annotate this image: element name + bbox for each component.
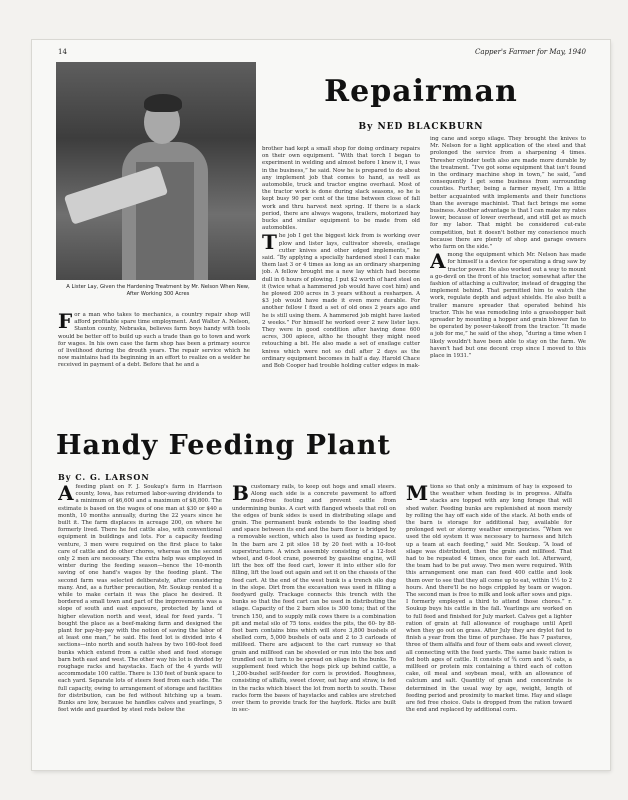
- article-column: [58, 312, 250, 418]
- drop-cap: A: [430, 249, 446, 274]
- article-title: Handy Feeding Plant: [56, 430, 391, 461]
- magazine-page: [32, 40, 610, 770]
- drop-cap: F: [58, 312, 73, 333]
- drop-cap: M: [406, 484, 429, 505]
- drop-cap: B: [232, 484, 249, 505]
- paragraph: or a man who takes to mechanics, a country repair shop will afford profitable spare time employment. And Walter A. Nelson, Stanton county, Nebraska, believes farm boys handy with tools would be better off to build up such a trade than go to town and work for wages. In his own case the farm shop has been a primary source of livelihood during the drouth years. The repair service which he now maintains had its beginning in an effort to realize on a welder he received in payment of a debt. Before that he and a: [58, 312, 250, 369]
- paragraph: ing cane and sorgo silage. They brought the knives to Mr. Nelson for a light application of the steel and that prolonged the service from a sharpening 4 times. Thresher cylinder teeth also are made more durable by the treatment. “I've got some equipment that isn't found in the ordinary machine shop in town,” he said, “and consequently I get some business from surrounding counties. Further, being a farmer myself, I'm a little better acquainted with implements and their functions than the average machinist. That fact brings me some business. Another advantage is that I can make my rates lower, because of lower overhead, and still get as much for my labor. That might be considered cut-rate competition, but it doesn't bother my conscience much because there are plenty of shop and garage owners who farm on the side.”: [430, 136, 586, 251]
- paragraph: brother had kept a small shop for doing ordinary repairs on their own equipment. “With that torch I began to experiment in welding and almost before I knew it, I was in the business,” he said. Now he is prepared to do about any implement job that comes to hand, as well as automobile, truck and tractor engine overhaul. Most of the tractor work is done during slack seasons, so he is kept busy 90 per cent of the time between close of fall work and thru harvest next spring. If there is a slack period, there are always wagons, trailers, motorized hay bucks and similar equipment to be made from old automobiles.: [262, 146, 420, 232]
- article-byline: By C. G. LARSON: [58, 472, 150, 482]
- article-column: [232, 484, 396, 760]
- paragraph: feeding plant on F. J. Soukup's farm in Harrison county, Iowa, has returned labor-saving dividends to a minimum of $6,600 and a maximum of $8,800. The estimate is based on the wages of one man at $30 or $40 a month, 10 months annually, during the 22 years since he built it. The farm displaces in acreage 200, on where he formerly lived. There he fed cattle also, with conventional equipment in buildings and lots. For a capacity feeding venture, 3 men were required on the first place to take care of cattle and do other chores, whereas on the second only 2 men are necessary. The extra help was employed in winter during the feeding season—hence the 10-month saving of one hand's wages by the feeding plant. The second farm was selected deliberately, after considering many. And, as a further precaution, Mr. Soukup rented it a while to make certain it was the place he desired. It bordered a small town and part of the improvements was a slope of south and east exposure, protected by land of higher elevation north and west, ideal for feed yards. “I bought the place as a beef-making farm and designed the plant for pay-by-pay with the notion of saving the labor of at least one man,” he said. His feed lot is divided into 4 sections—into north and south halves by two 160-foot feed bunks which extend from a cattle shed and feed storage barn both east and west. The other way his lot is divided by roughage racks and haystacks. Each of the 4 yards will accommodate 100 cattle. There is 130 feet of bunk space to each yard. Separate lots of steers feed from each side. The full capacity, owing to arrangement of storage and facilities for distribution, can be fed without hitching up a team. Bunks are low, because he handles calves and yearlings, 5 feet wide and guarded by steel rods below the: [58, 484, 222, 714]
- article-column: [406, 484, 572, 760]
- running-header: Capper's Farmer for May, 1940: [475, 48, 586, 56]
- article-column: [430, 136, 586, 426]
- paragraph: customary rails, to keep out hogs and small steers. Along each side is a concrete pavement to afford mud-free footing and prevent cattle from undermining bunks. A cart with flanged wheels that roll on the edges of bunk sides is used in distributing silage and grain. The permanent bunk extends to the loading shed and space between its end and the barn floor is bridged by a removable section, which also is used as feeding space. In the barn are 2 pit silos 18 by 20 feet with a 10-foot superstructure. A winch assembly consisting of a 12-foot wheel, and 6-foot crane, powered by gasoline engine, will lift the box off the feed cart, lower it into either silo for filling, lift the load out again and set it on the chassis of the feed cart. At the end of the west bunk is a trench silo dug in the slope. Dirt from the excavation was used in filling a feedyard gully. Trackage connects this trench with the bunks so that the feed cart can be used in distributing the silage. Capacity of the 2 barn silos is 300 tons; that of the trench 150, and to supply milk cows there is a combination pit and metal silo of 75 tons. esides the pits, the 60- by 88-foot barn contains bins which will store 3,800 bushels of shelled corn, 5,000 bushels of oats and 2 to 3 carloads of millfeed. There are adjacent to the cart runway so that grain and millfeed can be shoveled or run into the box and trundled out in turn to be spread on silage in the bunks. To supplement feed which the hogs pick up behind cattle, a 1,200-bushel self-feeder for corn is provided. Roughness, consisting of alfalfa, sweet clover, oat hay and straw, is fed in the racks which bisect the lot from north to south. These racks form the bases of haystacks and cables are stretched over them to provide track for the hayfork. Ricks are built in sec-: [232, 484, 396, 714]
- drop-cap: A: [58, 484, 74, 505]
- paragraph: mong the equipment which Mr. Nelson has made for himself is a device for operating a drag saw by tractor power. He also worked out a way to mount a go-devil on the front of his tractor, somewhat after the fashion of attaching a cultivator, instead of dragging the implement behind. That permitted him to watch the work, regulate depth and adjust shields. He also built a trailer manure spreader that operated behind his tractor. This he was remodeling into a grasshopper bait spreader by mounting a hopper and grain blower fan to be operated by power-takeoff from the tractor. “It made a job for me,” he said of the shop, “during a time when I likely wouldn't have been able to stay on the farm. We haven't had but one decent crop since I moved to this place in 1931.”: [430, 252, 586, 360]
- page-number: 14: [58, 48, 67, 56]
- paragraph: tions so that only a minimum of hay is exposed to the weather when feeding is in progress. Alfalfa stacks are topped with any long forage that will shed water. Feeding bunks are replenished at noon merely by rolling the hay off each side of the stack. At both ends of the barn is storage for additional hay, available for prolonged wet or stormy weather emergencies. “When we used the old system it was necessary to harness and hitch up a team at each feeding,” said Mr. Soukup. “A load of silage was distributed, then the grain and millfeed. That had to be repeated 4 times, once for each lot. Afterward, the team had to be put away. Two men were required. With this arrangement one man can feed 400 cattle and look them over to see that they all come up to eat, within 1½ to 2 hours. And there'll be no hogs crippled by team or wagon. The second man is free to milk and look after sows and pigs. I formerly employed a third to attend those chores.” r. Soukup buys his cattle in the fall. Yearlings are worked on to full feed and finished for July market. Calves get a lighter ration of grain at full allowance of roughage until April when they go out on grass. After July they are drylot fed to finish a year from the time of purchase. He has 7 pastures, three of them alfalfa and four of them oats and sweet clover, all connecting with the feed yards. The same basic ration is fed both ages of cattle. It consists of ¾ corn and ¼ oats, a millfeed or protein mix containing a third each of cotton cake, oil meal and soybean meal, with an allowance of calcium and salt. Quantity of grain and concentrate is determined in the usual way by age, weight, length of feeding period and proximity to market time. Hay and silage are fed free choice. Oats is dropped from the ration toward the end and replaced by additional corn.: [406, 484, 572, 714]
- article-column: [262, 146, 420, 426]
- article-title: Repairman: [324, 74, 518, 109]
- drop-cap: T: [262, 230, 277, 255]
- article-column: [58, 484, 222, 760]
- photo-caption: A Lister Lay, Given the Hardening Treatment by Mr. Nelson When New, After Working 300 Acres: [66, 284, 250, 297]
- paragraph: he job I get the biggest kick from is working over plow and lister lays, cultivator shovels, ensilage cutter knives and other edged implements,” he said. “By applying a specially hardened steel I can make them last 3 or 4 times as long as an ordinary sharpening job. A fellow brought me a new lay which had become dull in 6 hours of plowing. I put $2 worth of hard steel on it (twice what a hammered job would have cost him) and he plowed 200 acres in 3 years without a resharpen. A $3 job would have made it even more durable. For another fellow I fixed a set of old ones 2 years ago and he is still using them. A hammered job might have lasted 2 weeks.” For himself he worked over 2 new lister lays. They were in good condition after having done 600 acres, 300 apiece, altho he thought they might need retouching a bit. He also made a set of ensilage cutter knives which were not so dull after 2 days as the ordinary equipment becomes in half a day. Harold Chace and Bob Cooper had trouble holding cutter edges in mak-: [262, 233, 420, 370]
- article-byline: By NED BLACKBURN: [358, 122, 484, 132]
- farmer-photo: [56, 62, 256, 280]
